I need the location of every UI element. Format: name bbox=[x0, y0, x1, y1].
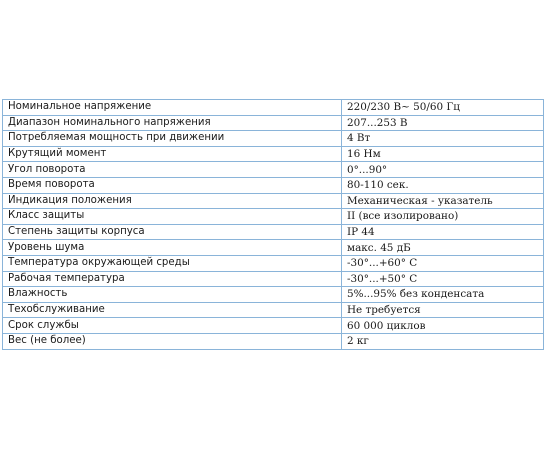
param-value: -30°...+60° С bbox=[342, 255, 544, 271]
param-name: Диапазон номинального напряжения bbox=[3, 115, 342, 131]
param-name: Время поворота bbox=[3, 177, 342, 193]
specifications-table-body bbox=[3, 100, 544, 350]
param-value: IP 44 bbox=[342, 224, 544, 240]
table-row bbox=[3, 193, 544, 209]
table-row bbox=[3, 146, 544, 162]
param-name: Индикация положения bbox=[3, 193, 342, 209]
table-row bbox=[3, 333, 544, 349]
param-value: 2 кг bbox=[342, 333, 544, 349]
param-name: Крутящий момент bbox=[3, 146, 342, 162]
param-value: Механическая - указатель bbox=[342, 193, 544, 209]
param-name: Температура окружающей среды bbox=[3, 255, 342, 271]
table-row bbox=[3, 255, 544, 271]
param-value: Не требуется bbox=[342, 302, 544, 318]
table-row bbox=[3, 177, 544, 193]
param-name: Вес (не более) bbox=[3, 333, 342, 349]
table-row bbox=[3, 240, 544, 256]
table-row bbox=[3, 318, 544, 334]
param-value: макс. 45 дБ bbox=[342, 240, 544, 256]
param-name: Потребляемая мощность при движении bbox=[3, 131, 342, 147]
param-value: 4 Вт bbox=[342, 131, 544, 147]
param-name: Угол поворота bbox=[3, 162, 342, 178]
param-value: 0°...90° bbox=[342, 162, 544, 178]
param-name: Класс защиты bbox=[3, 209, 342, 225]
param-name: Техобслуживание bbox=[3, 302, 342, 318]
table-row bbox=[3, 209, 544, 225]
param-name: Рабочая температура bbox=[3, 271, 342, 287]
param-name: Номинальное напряжение bbox=[3, 100, 342, 116]
param-value: 80-110 сек. bbox=[342, 177, 544, 193]
param-name: Уровень шума bbox=[3, 240, 342, 256]
table-row bbox=[3, 271, 544, 287]
param-name: Срок службы bbox=[3, 318, 342, 334]
table-row bbox=[3, 224, 544, 240]
table-row bbox=[3, 302, 544, 318]
param-value: 5%...95% без конденсата bbox=[342, 287, 544, 303]
table-row bbox=[3, 287, 544, 303]
param-name: Влажность bbox=[3, 287, 342, 303]
param-value: 220/230 В~ 50/60 Гц bbox=[342, 100, 544, 116]
table-row bbox=[3, 162, 544, 178]
table-row bbox=[3, 100, 544, 116]
table-row bbox=[3, 131, 544, 147]
param-value: -30°...+50° С bbox=[342, 271, 544, 287]
param-value: 60 000 циклов bbox=[342, 318, 544, 334]
param-value: II (все изолировано) bbox=[342, 209, 544, 225]
specifications-table bbox=[2, 99, 544, 350]
param-value: 207...253 В bbox=[342, 115, 544, 131]
param-value: 16 Нм bbox=[342, 146, 544, 162]
table-row bbox=[3, 115, 544, 131]
param-name: Степень защиты корпуса bbox=[3, 224, 342, 240]
